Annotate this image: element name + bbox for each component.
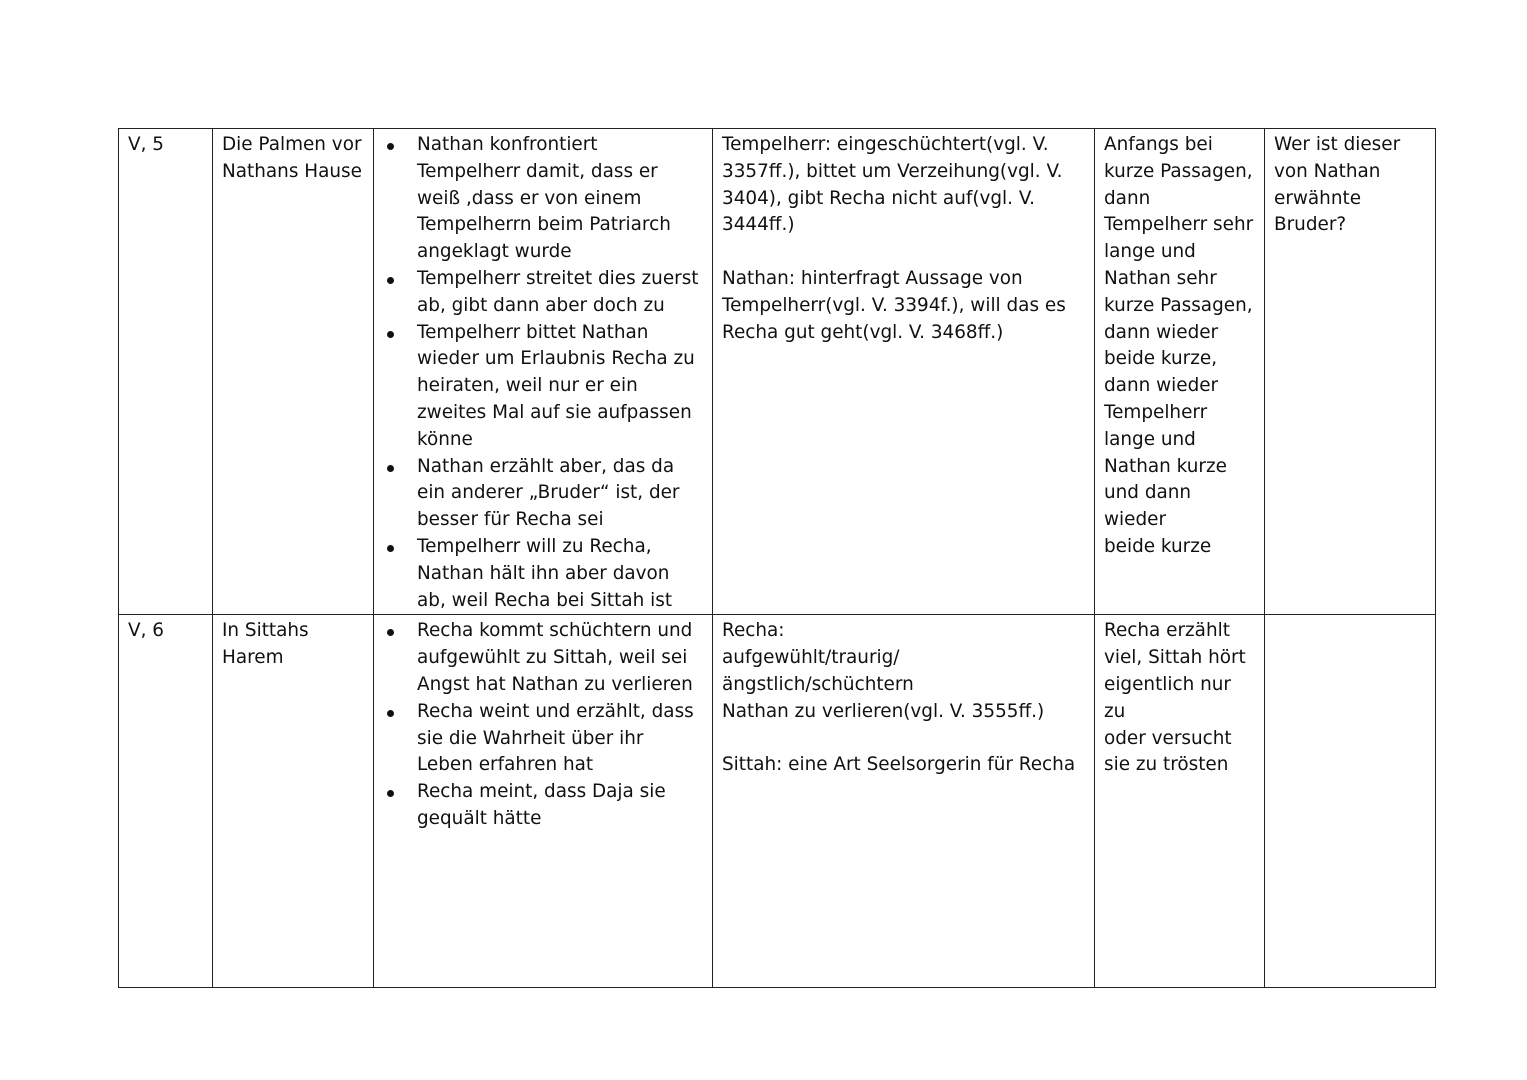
- dialogue-cell: [1095, 615, 1265, 988]
- table-row: [119, 615, 1436, 988]
- table-row: [119, 129, 1436, 615]
- scene-number-cell: [119, 129, 213, 615]
- dialogue-text: Anfangs bei kurze Passagen, dann Tempelherr sehr lange und Nathan sehr kurze Passagen, dann wieder beide kurze, dann wieder Tempelherr lange und Nathan kurze und dann wieder beide kurze: [1104, 134, 1254, 557]
- question-cell: [1265, 129, 1436, 615]
- content-bullet: Recha weint und erzählt, dass sie die Wahrheit über ihr Leben erfahren hat: [383, 699, 703, 779]
- content-bullet-list: [383, 618, 703, 832]
- paragraph-gap: [722, 726, 1085, 753]
- dialogue-text: Recha erzählt viel, Sittah hört eigentlich nur zu oder versucht sie zu trösten: [1104, 620, 1246, 776]
- character-description: Nathan: hinterfragt Aussage von Tempelherr(vgl. V. 3394f.), will das es Recha gut geht(vgl. V. 3468ff.): [722, 267, 1066, 343]
- content-bullet: Recha meint, dass Daja sie gequält hätte: [383, 779, 703, 833]
- scene-analysis-table: [118, 128, 1436, 988]
- content-bullet: Nathan erzählt aber, das da ein anderer „Bruder“ ist, der besser für Recha sei: [383, 454, 703, 534]
- location-text: In Sittahs Harem: [222, 620, 309, 669]
- character-description: Tempelherr: eingeschüchtert(vgl. V. 3357ff.), bittet um Verzeihung(vgl. V. 3404), gibt Recha nicht auf(vgl. V. 3444ff.): [722, 134, 1063, 236]
- characters-cell: [713, 615, 1095, 988]
- scene-number: V, 6: [128, 620, 164, 642]
- content-bullet: Nathan konfrontiert Tempelherr damit, dass er weiß ‚dass er von einem Tempelherrn beim Patriarch angeklagt wurde: [383, 132, 703, 266]
- content-bullet: Tempelherr will zu Recha, Nathan hält ihn aber davon ab, weil Recha bei Sittah ist: [383, 534, 703, 614]
- scene-number-cell: [119, 615, 213, 988]
- scene-number: V, 5: [128, 134, 164, 155]
- content-bullet: Tempelherr bittet Nathan wieder um Erlaubnis Recha zu heiraten, weil nur er ein zweites Mal auf sie aufpassen könne: [383, 320, 703, 454]
- content-bullet: Tempelherr streitet dies zuerst ab, gibt dann aber doch zu: [383, 266, 703, 320]
- characters-cell: [713, 129, 1095, 615]
- location-cell: [213, 615, 374, 988]
- question-cell: [1265, 615, 1436, 988]
- content-bullet-list: [383, 132, 703, 614]
- dialogue-cell: [1095, 129, 1265, 615]
- content-bullet: Recha kommt schüchtern und aufgewühlt zu Sittah, weil sei Angst hat Nathan zu verlieren: [383, 618, 703, 698]
- question-text: Wer ist dieser von Nathan erwähnte Bruder?: [1274, 134, 1401, 236]
- character-description: Sittah: eine Art Seelsorgerin für Recha: [722, 754, 1076, 776]
- paragraph-gap: [722, 239, 1085, 266]
- character-description: Recha: aufgewühlt/traurig/ängstlich/schüchtern Nathan zu verlieren(vgl. V. 3555ff.): [722, 620, 1045, 722]
- location-cell: [213, 129, 374, 615]
- content-cell: [374, 615, 713, 988]
- location-text: Die Palmen vor Nathans Hause: [222, 134, 362, 182]
- content-cell: [374, 129, 713, 615]
